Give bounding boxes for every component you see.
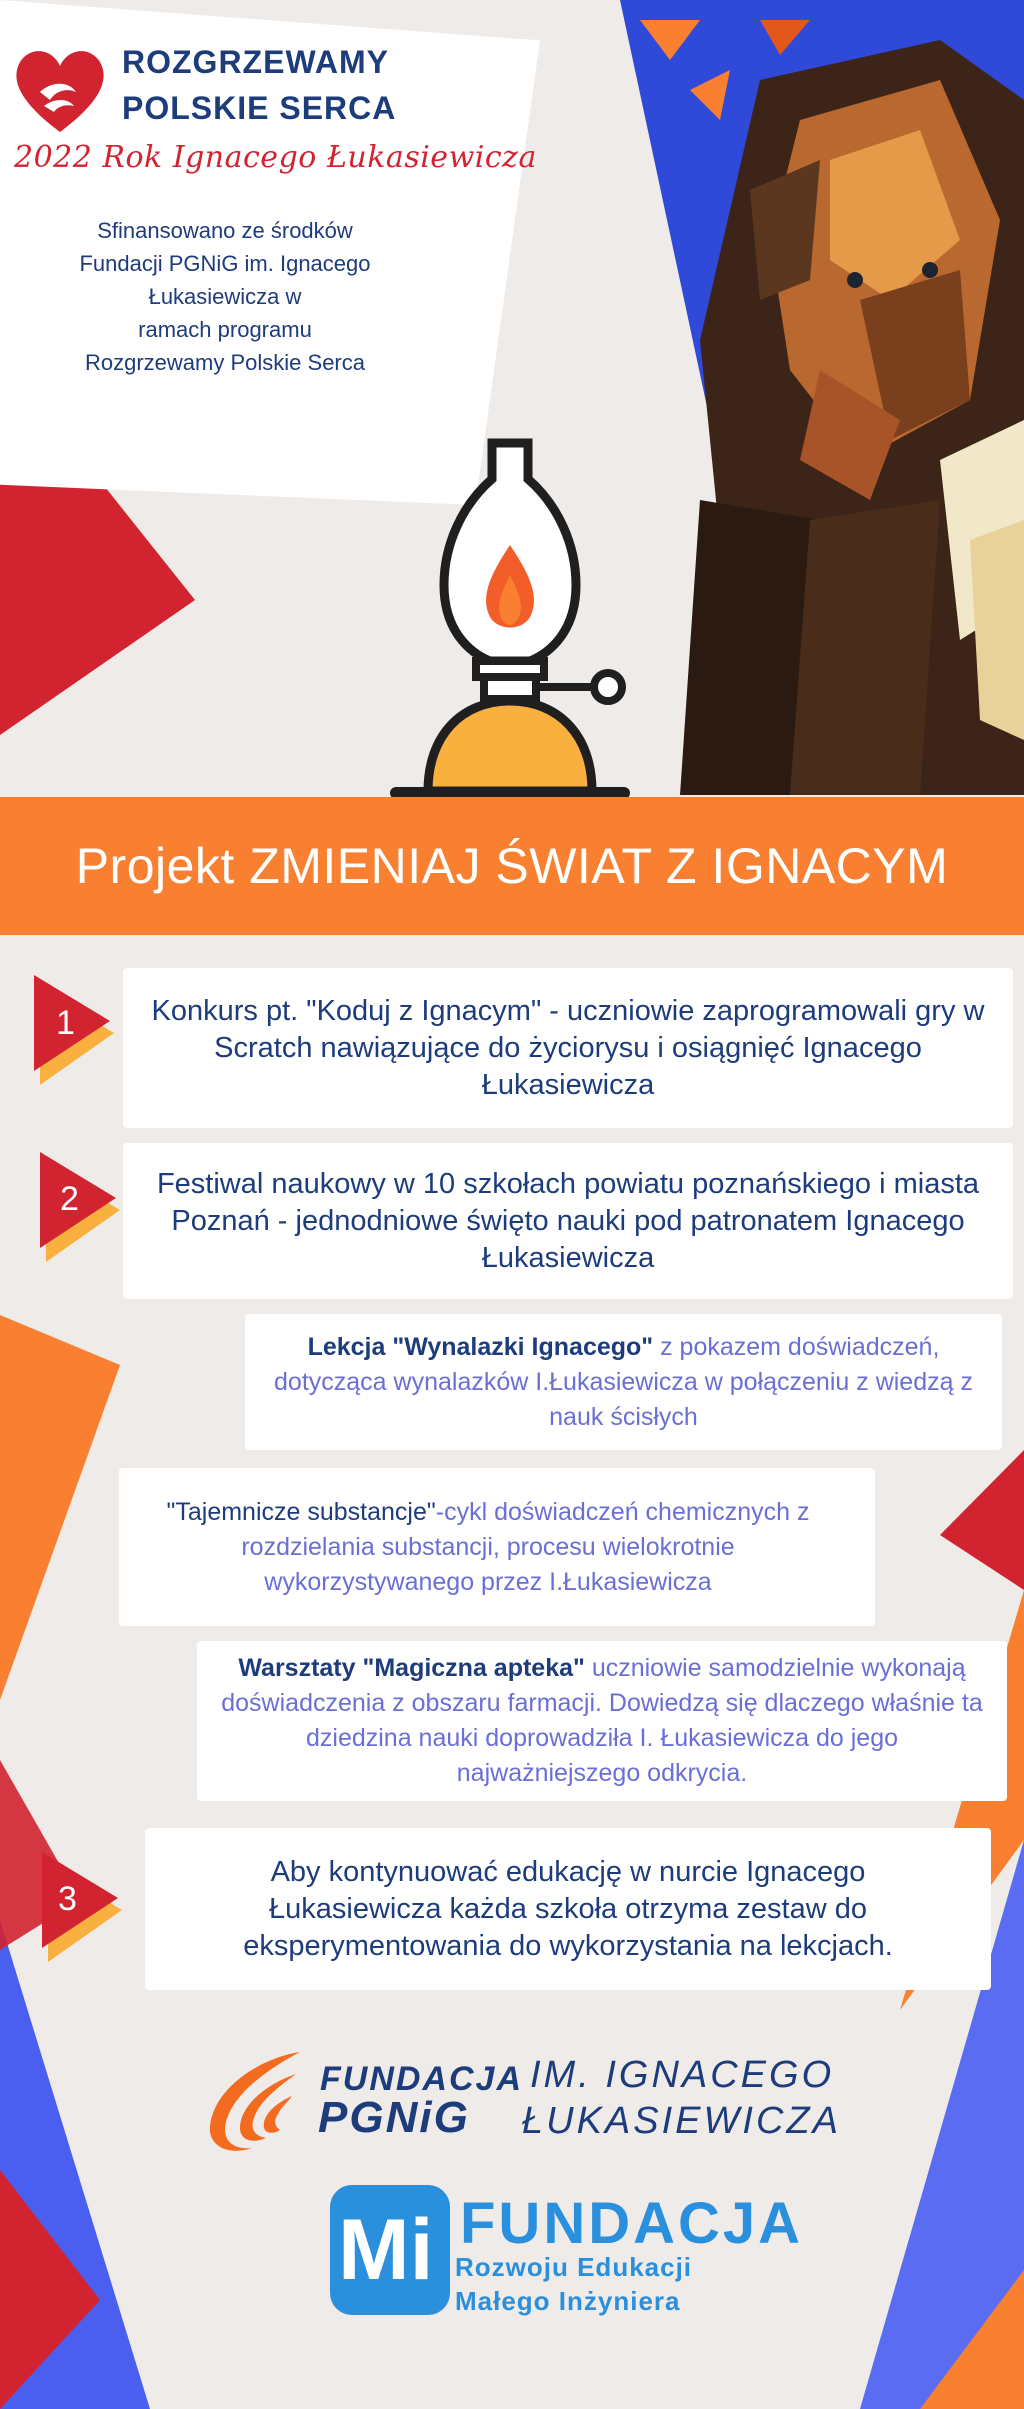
mi-logo-subtitle-2: Małego Inżyniera [455,2286,681,2316]
activity-lead-1: Lekcja "Wynalazki Ignacego" [307,1332,654,1361]
funding-note [40,214,410,379]
oil-lamp-icon [380,435,640,805]
activity-rest-2: -cykl doświadczeń chemicznych z rozdzielania substancji, procesu wielokrotnie wykorzystywanego przez I.Łukasiewicza [241,1497,810,1596]
activity-card-3 [197,1641,1007,1801]
funding-line: Rozgrzewamy Polskie Serca [85,350,365,375]
step-text-2: Festiwal naukowy w 10 szkołach powiatu poznańskiego i miasta Poznań - jednodniowe święto nauki pod patronatem Ignacego Łukasiewicza [156,1167,980,1274]
step-number-2: 2 [60,1180,79,1218]
activity-rest-3: uczniowie samodzielnie wykonają doświadczenia z obszaru farmacji. Dowiedzą się dlaczego właśnie ta dziedzina nauki doprowadziła I. Łukasiewicza do jego najważniejszego odkrycia. [221,1654,983,1787]
brand-line-1: ROZGRZEWAMY [122,44,389,80]
funding-line: Sfinansowano ze środków [97,218,353,243]
activity-text-2 [141,1495,835,1600]
step-card-2 [123,1143,1013,1299]
heart-logo-icon [10,42,110,137]
year-line: 2022 Rok Ignacego Łukasiewicza [14,140,537,175]
brand-line-2: POLSKIE SERCA [122,90,397,126]
step-marker-3 [42,1852,132,1962]
step-text-1: Konkurs pt. "Koduj z Ignacym" - uczniowie zaprogramowali gry w Scratch nawiązujące do życiorysu i osiągnięć Ignacego Łukasiewicza [151,994,985,1101]
activity-lead-3: Warsztaty "Magiczna apteka" [238,1654,585,1682]
funding-line: Fundacji PGNiG im. Ignacego [79,251,371,276]
step-card-1 [123,968,1013,1128]
step-number-1: 1 [56,1004,75,1042]
step-card-3 [145,1828,991,1990]
mi-logo-title: FUNDACJA [460,2191,803,2256]
funding-line: ramach programu [138,317,312,342]
step-marker-1 [34,975,124,1085]
step-text-3: Aby kontynuować edukację w nurcie Ignacego Łukasiewicza każda szkoła otrzyma zestaw do eksperymentowania do wykorzystania na lekcjach. [243,1855,893,1962]
step-number-3: 3 [58,1880,77,1918]
step-marker-2 [40,1152,130,1262]
mi-logo-subtitle-1: Rozwoju Edukacji [455,2252,693,2282]
project-title: Projekt ZMIENIAJ ŚWIAT Z IGNACYM [75,838,949,894]
project-title-banner [0,797,1024,935]
activity-rest-1: z pokazem doświadczeń, dotycząca wynalazków I.Łukasiewicza w połączeniu z wiedzą z nauk ścisłych [274,1332,973,1431]
mi-logo-monogram: Mi [338,2202,434,2298]
pgnig-word-brand: PGNiG [318,2093,470,2142]
activity-card-1 [245,1314,1002,1450]
pgnig-line-1: IM. IGNACEGO [530,2054,835,2096]
pgnig-line-2: ŁUKASIEWICZA [522,2100,841,2142]
activity-text-1 [263,1330,984,1435]
portrait-illustration [640,40,1024,795]
activity-text-3 [215,1651,989,1791]
pgnig-flame-icon [200,2048,310,2158]
pgnig-word-fundacja: FUNDACJA [320,2060,523,2098]
activity-card-2 [119,1468,875,1626]
funding-line: Łukasiewicza w [148,284,302,309]
activity-lead-2: "Tajemnicze substancje" [166,1497,436,1526]
